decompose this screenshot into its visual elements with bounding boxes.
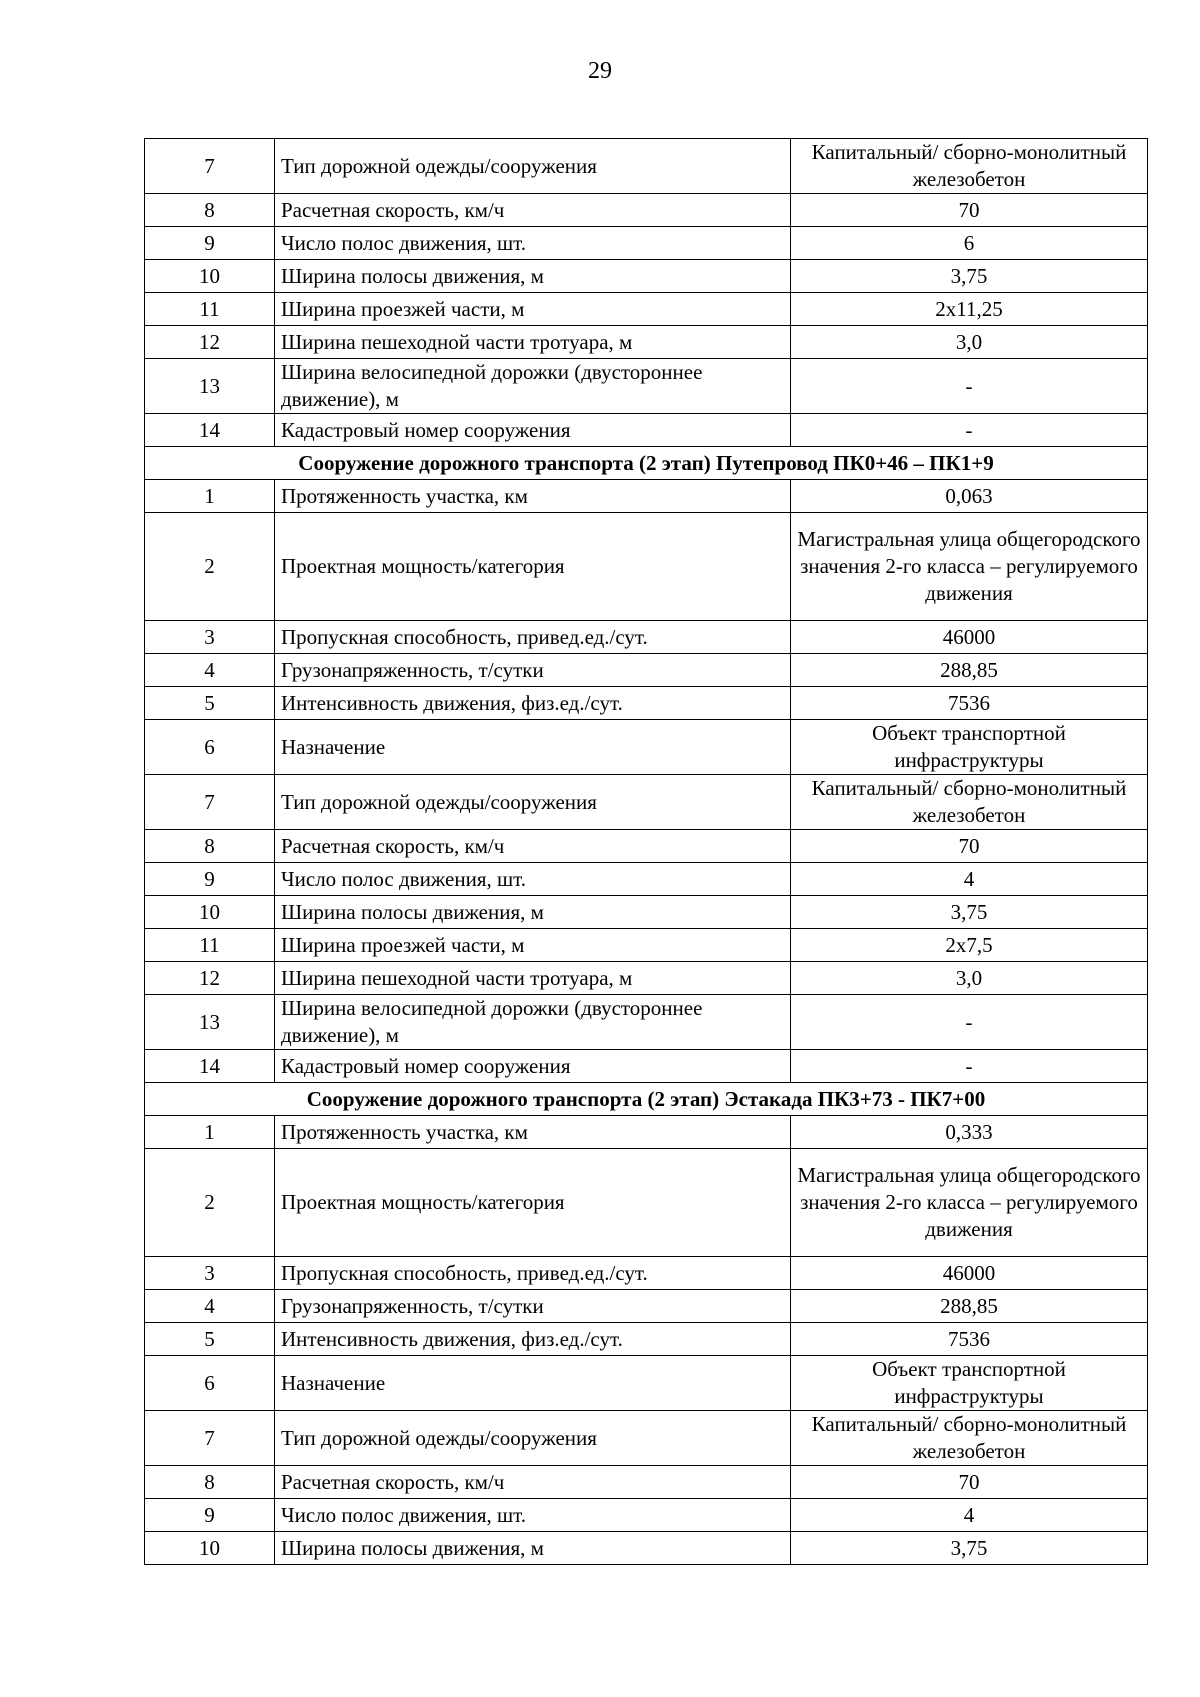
parameter-value-cell: - bbox=[791, 995, 1148, 1050]
table-row bbox=[145, 962, 1148, 995]
row-number-cell: 4 bbox=[145, 1290, 275, 1323]
parameter-name-cell: Ширина пешеходной части тротуара, м bbox=[275, 326, 791, 359]
row-number-cell: 9 bbox=[145, 1499, 275, 1532]
table-row bbox=[145, 1532, 1148, 1565]
parameter-value-cell: - bbox=[791, 359, 1148, 414]
table-row bbox=[145, 896, 1148, 929]
table-row bbox=[145, 359, 1148, 414]
table-row bbox=[145, 1116, 1148, 1149]
table-row bbox=[145, 995, 1148, 1050]
row-number-cell: 5 bbox=[145, 1323, 275, 1356]
parameter-value-cell: 288,85 bbox=[791, 654, 1148, 687]
table-row bbox=[145, 720, 1148, 775]
table-row bbox=[145, 1323, 1148, 1356]
parameter-name-cell: Ширина велосипедной дорожки (двустороннее движение), м bbox=[275, 359, 791, 414]
table-row bbox=[145, 1257, 1148, 1290]
section-header-row bbox=[145, 447, 1148, 480]
specification-table bbox=[144, 138, 1148, 1565]
parameter-value-cell: Капитальный/ сборно-монолитный железобетон bbox=[791, 139, 1148, 194]
table-row bbox=[145, 414, 1148, 447]
parameter-value-cell: Объект транспортной инфраструктуры bbox=[791, 1356, 1148, 1411]
row-number-cell: 5 bbox=[145, 687, 275, 720]
parameter-name-cell: Ширина проезжей части, м bbox=[275, 293, 791, 326]
row-number-cell: 9 bbox=[145, 863, 275, 896]
row-number-cell: 11 bbox=[145, 293, 275, 326]
row-number-cell: 3 bbox=[145, 1257, 275, 1290]
row-number-cell: 13 bbox=[145, 359, 275, 414]
row-number-cell: 6 bbox=[145, 720, 275, 775]
table-row bbox=[145, 775, 1148, 830]
row-number-cell: 8 bbox=[145, 1466, 275, 1499]
parameter-name-cell: Назначение bbox=[275, 1356, 791, 1411]
parameter-name-cell: Число полос движения, шт. bbox=[275, 1499, 791, 1532]
table-row bbox=[145, 227, 1148, 260]
table-row bbox=[145, 1411, 1148, 1466]
row-number-cell: 12 bbox=[145, 962, 275, 995]
row-number-cell: 10 bbox=[145, 1532, 275, 1565]
table-row bbox=[145, 513, 1148, 621]
table-row bbox=[145, 863, 1148, 896]
parameter-name-cell: Тип дорожной одежды/сооружения bbox=[275, 1411, 791, 1466]
parameter-name-cell: Протяженность участка, км bbox=[275, 1116, 791, 1149]
parameter-name-cell: Пропускная способность, привед.ед./сут. bbox=[275, 1257, 791, 1290]
parameter-value-cell: Магистральная улица общегородского значения 2-го класса – регулируемого движения bbox=[791, 1149, 1148, 1257]
parameter-value-cell: - bbox=[791, 414, 1148, 447]
row-number-cell: 8 bbox=[145, 194, 275, 227]
table-row bbox=[145, 929, 1148, 962]
parameter-value-cell: 7536 bbox=[791, 1323, 1148, 1356]
row-number-cell: 4 bbox=[145, 654, 275, 687]
parameter-name-cell: Грузонапряженность, т/сутки bbox=[275, 1290, 791, 1323]
parameter-name-cell: Назначение bbox=[275, 720, 791, 775]
parameter-name-cell: Кадастровый номер сооружения bbox=[275, 414, 791, 447]
parameter-value-cell: 3,75 bbox=[791, 1532, 1148, 1565]
row-number-cell: 1 bbox=[145, 1116, 275, 1149]
table-row bbox=[145, 830, 1148, 863]
parameter-name-cell: Ширина проезжей части, м bbox=[275, 929, 791, 962]
parameter-name-cell: Интенсивность движения, физ.ед./сут. bbox=[275, 687, 791, 720]
parameter-value-cell: Магистральная улица общегородского значения 2-го класса – регулируемого движения bbox=[791, 513, 1148, 621]
row-number-cell: 9 bbox=[145, 227, 275, 260]
table-row bbox=[145, 293, 1148, 326]
table-row bbox=[145, 194, 1148, 227]
row-number-cell: 12 bbox=[145, 326, 275, 359]
parameter-value-cell: Капитальный/ сборно-монолитный железобетон bbox=[791, 1411, 1148, 1466]
table-row bbox=[145, 139, 1148, 194]
table-row bbox=[145, 1499, 1148, 1532]
parameter-value-cell: 4 bbox=[791, 863, 1148, 896]
parameter-name-cell: Грузонапряженность, т/сутки bbox=[275, 654, 791, 687]
row-number-cell: 14 bbox=[145, 414, 275, 447]
parameter-value-cell: Капитальный/ сборно-монолитный железобетон bbox=[791, 775, 1148, 830]
parameter-value-cell: 6 bbox=[791, 227, 1148, 260]
row-number-cell: 2 bbox=[145, 513, 275, 621]
parameter-name-cell: Проектная мощность/категория bbox=[275, 1149, 791, 1257]
parameter-value-cell: 3,0 bbox=[791, 326, 1148, 359]
parameter-name-cell: Интенсивность движения, физ.ед./сут. bbox=[275, 1323, 791, 1356]
table-row bbox=[145, 1466, 1148, 1499]
table-row bbox=[145, 654, 1148, 687]
parameter-name-cell: Число полос движения, шт. bbox=[275, 227, 791, 260]
row-number-cell: 11 bbox=[145, 929, 275, 962]
parameter-value-cell: 2x11,25 bbox=[791, 293, 1148, 326]
table-row bbox=[145, 480, 1148, 513]
table-row bbox=[145, 1149, 1148, 1257]
table-row bbox=[145, 1050, 1148, 1083]
row-number-cell: 7 bbox=[145, 1411, 275, 1466]
parameter-name-cell: Ширина пешеходной части тротуара, м bbox=[275, 962, 791, 995]
parameter-name-cell: Ширина полосы движения, м bbox=[275, 260, 791, 293]
page-number: 29 bbox=[588, 58, 612, 84]
row-number-cell: 7 bbox=[145, 139, 275, 194]
parameter-name-cell: Расчетная скорость, км/ч bbox=[275, 830, 791, 863]
row-number-cell: 7 bbox=[145, 775, 275, 830]
parameter-value-cell: 70 bbox=[791, 194, 1148, 227]
row-number-cell: 3 bbox=[145, 621, 275, 654]
parameter-value-cell: 3,0 bbox=[791, 962, 1148, 995]
table-row bbox=[145, 621, 1148, 654]
section-title: Сооружение дорожного транспорта (2 этап) Эстакада ПК3+73 - ПК7+00 bbox=[145, 1083, 1148, 1116]
parameter-value-cell: 46000 bbox=[791, 1257, 1148, 1290]
table-row bbox=[145, 326, 1148, 359]
row-number-cell: 6 bbox=[145, 1356, 275, 1411]
parameter-name-cell: Протяженность участка, км bbox=[275, 480, 791, 513]
parameter-name-cell: Тип дорожной одежды/сооружения bbox=[275, 139, 791, 194]
parameter-value-cell: 0,333 bbox=[791, 1116, 1148, 1149]
parameter-value-cell: 3,75 bbox=[791, 896, 1148, 929]
specification-table-body bbox=[145, 139, 1148, 1565]
parameter-name-cell: Расчетная скорость, км/ч bbox=[275, 1466, 791, 1499]
parameter-name-cell: Пропускная способность, привед.ед./сут. bbox=[275, 621, 791, 654]
section-title: Сооружение дорожного транспорта (2 этап) Путепровод ПК0+46 – ПК1+9 bbox=[145, 447, 1148, 480]
section-header-row bbox=[145, 1083, 1148, 1116]
table-row bbox=[145, 260, 1148, 293]
row-number-cell: 1 bbox=[145, 480, 275, 513]
parameter-value-cell: Объект транспортной инфраструктуры bbox=[791, 720, 1148, 775]
row-number-cell: 14 bbox=[145, 1050, 275, 1083]
table-row bbox=[145, 1356, 1148, 1411]
parameter-value-cell: 0,063 bbox=[791, 480, 1148, 513]
row-number-cell: 8 bbox=[145, 830, 275, 863]
parameter-value-cell: 2x7,5 bbox=[791, 929, 1148, 962]
parameter-name-cell: Тип дорожной одежды/сооружения bbox=[275, 775, 791, 830]
row-number-cell: 13 bbox=[145, 995, 275, 1050]
parameter-name-cell: Кадастровый номер сооружения bbox=[275, 1050, 791, 1083]
table-row bbox=[145, 1290, 1148, 1323]
row-number-cell: 10 bbox=[145, 896, 275, 929]
parameter-value-cell: 70 bbox=[791, 830, 1148, 863]
parameter-value-cell: 70 bbox=[791, 1466, 1148, 1499]
parameter-value-cell: 4 bbox=[791, 1499, 1148, 1532]
parameter-name-cell: Число полос движения, шт. bbox=[275, 863, 791, 896]
parameter-name-cell: Проектная мощность/категория bbox=[275, 513, 791, 621]
parameter-value-cell: - bbox=[791, 1050, 1148, 1083]
parameter-value-cell: 46000 bbox=[791, 621, 1148, 654]
row-number-cell: 10 bbox=[145, 260, 275, 293]
parameter-name-cell: Ширина полосы движения, м bbox=[275, 1532, 791, 1565]
parameter-name-cell: Ширина велосипедной дорожки (двустороннее движение), м bbox=[275, 995, 791, 1050]
parameter-value-cell: 288,85 bbox=[791, 1290, 1148, 1323]
table-row bbox=[145, 687, 1148, 720]
row-number-cell: 2 bbox=[145, 1149, 275, 1257]
parameter-value-cell: 3,75 bbox=[791, 260, 1148, 293]
parameter-name-cell: Ширина полосы движения, м bbox=[275, 896, 791, 929]
parameter-name-cell: Расчетная скорость, км/ч bbox=[275, 194, 791, 227]
parameter-value-cell: 7536 bbox=[791, 687, 1148, 720]
